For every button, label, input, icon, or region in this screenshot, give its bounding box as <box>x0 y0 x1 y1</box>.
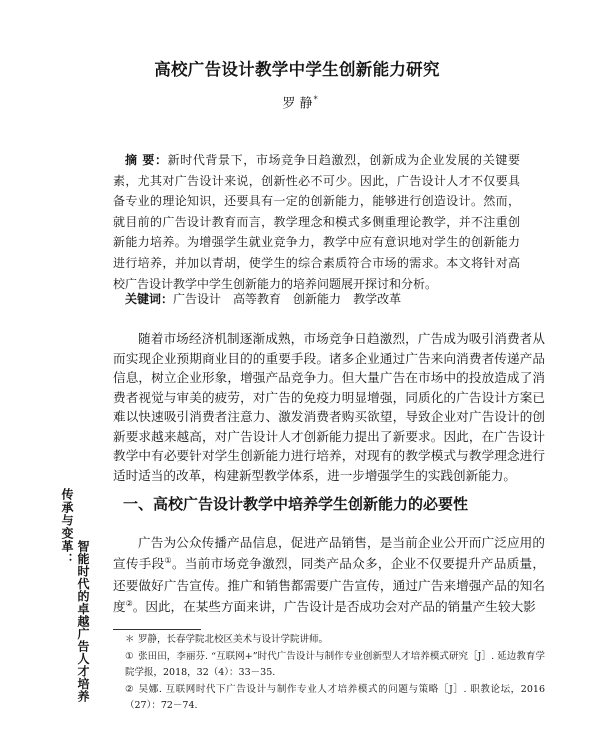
section-paragraph-text: 广告为公众传播产品信息，促进产品销售，是当前企业公开而广泛应用的宣传手段 <box>113 535 545 572</box>
keyword: 高等教育 <box>233 292 282 306</box>
intro-paragraph: 随着市场经济机制逐渐成熟，市场竞争日趋激烈，广告成为吸引消费者从而实现企业预期商业目的的重要手段。诸多企业通过广告来向消费者传递产品信息，树立企业形象，增强产品竞争力。但大量广告在市场中的投放造成了消费者视觉与审美的疲劳，对广告的免疫力明显增强，同质化的广告设计方案已难以快速吸引消费者注意力、激发消费者购买欲望，导致企业对广告设计的创新要求越来越高，对广告设计人才创新能力提出了新要求。因此，在广告设计教学中有必要针对学生创新能力进行培养，对现有的教学模式与教学理念进行适时适当的改革，构建新型教学体系，进一步增强学生的实践创新能力。 <box>113 331 545 483</box>
paper-title: 高校广告设计教学中学生创新能力研究 <box>154 60 440 79</box>
keyword: 创新能力 <box>293 292 342 306</box>
footnote-1 <box>113 649 545 682</box>
abstract-text: 新时代背景下，市场竞争日趋激烈，创新成为企业发展的关键要素，尤其对广告设计来说，创新性必不可少。因此，广告设计人才不仅要具备专业的理论知识，还要具有一定的创新能力，能够进行创造设计。然而，就目前的广告设计教育而言，教学理念和模式多侧重理论教学，并不注重创新能力培养。为增强学生就业竞争力，教学中应有意识地对学生的创新能力进行培养，并加以青胡，使学生的综合素质符合市场的需求。本文将针对高校广告设计教学中学生创新能力的培养问题展开探讨和分析。 <box>113 153 520 291</box>
keywords <box>125 289 525 309</box>
footnote-divider <box>113 629 201 630</box>
keyword: 广告设计 <box>173 292 222 306</box>
footnote-ref-1: ① <box>164 556 172 566</box>
footnote-ref-2: ② <box>125 599 133 609</box>
footnote-text: 罗静，长春学院北校区美术与设计学院讲师。 <box>138 634 329 645</box>
author-line <box>0 90 600 114</box>
section-paragraph-text: 。当前市场竞争激烈，同类产品众多，企业不仅要提升产品质量，还要做好广告宣传。推广和销售都需要广告宣传，通过广告来增强产品的知名度 <box>113 556 546 615</box>
footnote-marker: ① <box>125 650 134 662</box>
author-footnote-mark: * <box>313 95 318 104</box>
abstract-label: 摘 要： <box>125 153 168 167</box>
section-heading: 一、高校广告设计教学中培养学生创新能力的必要性 <box>123 495 469 513</box>
footnote-marker: ＊ <box>125 634 135 645</box>
keyword: 教学改革 <box>353 292 402 306</box>
series-subtitle: 智能时代的卓越广告人才培养 <box>76 540 90 703</box>
section-paragraph <box>113 532 545 618</box>
footnote-marker: ② <box>125 683 134 695</box>
abstract <box>113 150 520 294</box>
footnote-2 <box>113 682 545 715</box>
footnote-text: 张田田，李丽芬. “互联网+”时代广告设计与制作专业创新型人才培养模式研究［J］. 延边教育学院学报，2018，32（4）：33－35. <box>125 650 545 678</box>
series-title: 传承与变革： <box>60 488 74 566</box>
author-name: 罗 静 <box>282 96 313 112</box>
footnote-text: 吴娜. 互联网时代下广告设计与制作专业人才培养模式的问题与策略［J］. 职教论坛，2016（27）：72－74. <box>125 683 545 711</box>
keywords-label: 关键词： <box>125 292 174 306</box>
footnotes <box>113 632 545 715</box>
footnote-author <box>113 632 545 649</box>
section-paragraph-text: 。因此，在某些方面来讲，广告设计是否成功会对产品的销量产生较大影 <box>132 599 536 615</box>
